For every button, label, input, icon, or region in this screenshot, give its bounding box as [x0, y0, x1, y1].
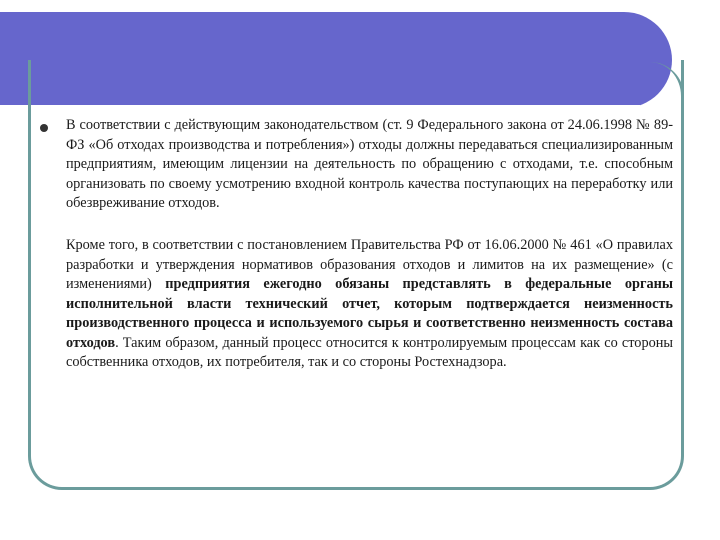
paragraph-1: В соответствии с действующим законодательством (ст. 9 Федерального закона от 24.06.1998 № 89-ФЗ «Об отходах производства и потребления») отходы должны передаваться специализированным предприятиям, имеющим лицензии на деятельность по обращению с отходами, т.е. способным организовать по своему усмотрению входной контроль качества поступающих на переработку или обезвреживание отходов. — [66, 117, 673, 211]
paragraph-2-lead: Кроме того, в соответствии с постановлением Правительства РФ от 16.06.2000 № 461 «О правилах разработки и утверждения нормативов образования отходов и лимитов на их размещение» (с изменениями) — [66, 237, 673, 292]
paragraph-2-bold: предприятия ежегодно обязаны представлять в федеральные органы исполнительной власти технический отчет, которым подтверждается неизменность производственного процесса и используемого сырья и соответственно неизменность состава отходов — [66, 276, 673, 351]
paragraph-2-tail: . Таким образом, данный процесс относится к контролируемым процессам как со стороны собственника отходов, их потребителя, так и со стороны Ростехнадзора. — [66, 334, 673, 370]
bullet-icon — [40, 124, 48, 132]
paragraph-2 — [66, 236, 673, 373]
